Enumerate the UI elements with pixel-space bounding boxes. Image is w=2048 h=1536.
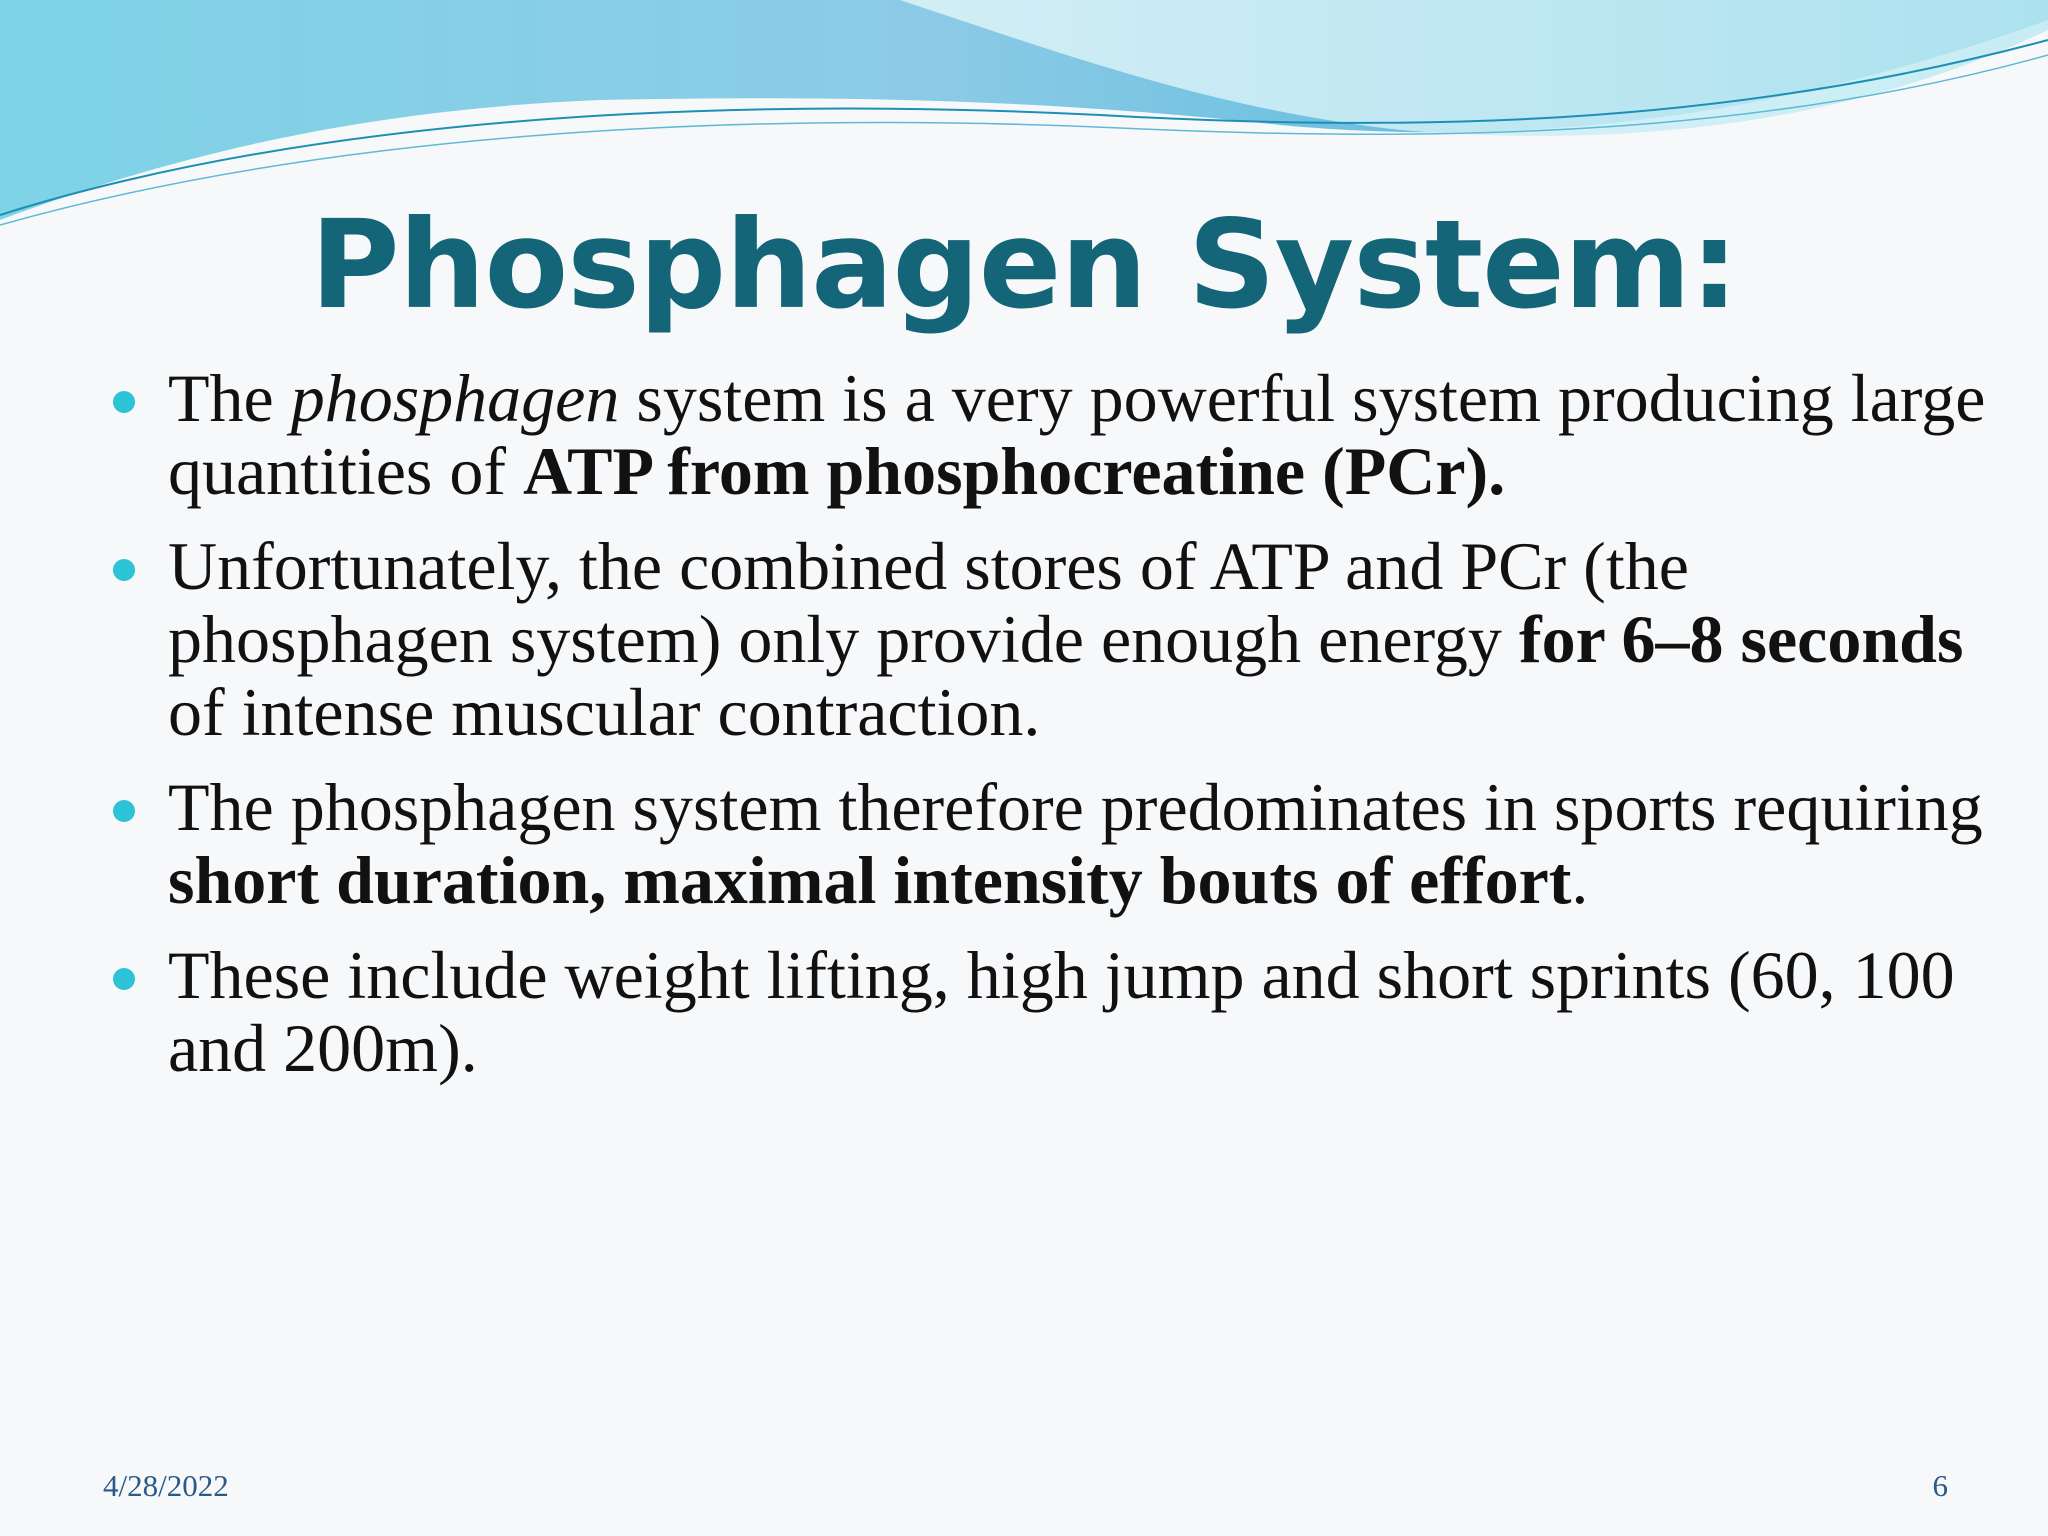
bullet-text: These include weight lifting, high jump and short sprints (60, 100 and 200m).	[168, 937, 1955, 1086]
bullet-dot-icon	[113, 391, 135, 413]
bullet-text: Unfortunately, the combined stores of ATP and PCr (the phosphagen system) only provide enough energy for 6–8 seconds of intense muscular contraction.	[168, 528, 1964, 750]
footer-date: 4/28/2022	[103, 1468, 229, 1503]
bullet-dot-icon	[113, 968, 135, 990]
page-number: 6	[1932, 1468, 1948, 1503]
bullet-item	[100, 939, 2000, 1085]
bullet-item	[100, 530, 2000, 749]
bullet-dot-icon	[113, 559, 135, 581]
bullet-dot-icon	[113, 800, 135, 822]
bullet-item	[100, 771, 2000, 917]
bullet-item	[100, 362, 2000, 508]
bullet-text: The phosphagen system therefore predominates in sports requiring short duration, maximal intensity bouts of effort.	[168, 769, 1983, 918]
bullet-list	[100, 362, 2000, 1107]
slide-title: Phosphagen System:	[310, 194, 1738, 336]
bullet-text: The phosphagen system is a very powerful system producing large quantities of ATP from phosphocreatine (PCr).	[168, 360, 1986, 509]
